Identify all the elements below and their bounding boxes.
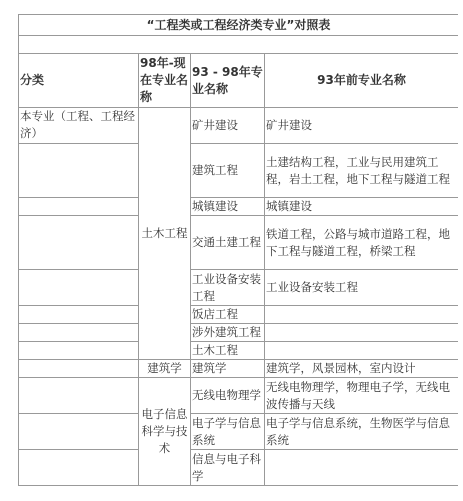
category-cell — [19, 198, 139, 216]
old-name: 矿井建设 — [265, 108, 459, 144]
table-container — [18, 14, 458, 501]
category-cell — [19, 324, 139, 342]
header-since98: 98年-现在专业名称 — [139, 54, 191, 108]
mid-name: 饭店工程 — [191, 306, 265, 324]
category-cell — [19, 306, 139, 324]
header-from93to98: 93 - 98年专业名称 — [191, 54, 265, 108]
mid-name: 信息与电子科学 — [191, 450, 265, 486]
mid-name: 建筑工程 — [191, 144, 265, 198]
table-title: “工程类或工程经济类专业”对照表 — [19, 15, 459, 36]
group-architecture: 建筑学 — [139, 360, 191, 378]
table-row — [19, 324, 459, 342]
header-row — [19, 54, 459, 108]
group-electronics: 电子信息科学与技术 — [139, 378, 191, 486]
mid-name: 土木工程 — [191, 342, 265, 360]
old-name: 建筑学，风景园林，室内设计 — [265, 360, 459, 378]
table-row — [19, 342, 459, 360]
category-cell — [19, 378, 139, 414]
category-cell — [19, 360, 139, 378]
old-name: 铁道工程，公路与城市道路工程，地下工程与隧道工程，桥梁工程 — [265, 216, 459, 270]
category-cell — [19, 216, 139, 270]
category-cell — [19, 342, 139, 360]
mid-name: 矿井建设 — [191, 108, 265, 144]
mid-name: 工业设备安装工程 — [191, 270, 265, 306]
old-name: 工业设备安装工程 — [265, 270, 459, 306]
old-name — [265, 342, 459, 360]
category-cell — [19, 414, 139, 450]
old-name — [265, 306, 459, 324]
mid-name: 无线电物理学 — [191, 378, 265, 414]
spacer-row — [19, 36, 459, 54]
category-cell — [19, 144, 139, 198]
category-this-major: 本专业（工程、工程经济） — [19, 108, 139, 144]
table-row — [19, 198, 459, 216]
comparison-table — [18, 14, 458, 486]
table-row — [19, 108, 459, 144]
mid-name: 建筑学 — [191, 360, 265, 378]
table-row — [19, 360, 459, 378]
mid-name: 电子学与信息系统 — [191, 414, 265, 450]
table-row — [19, 450, 459, 486]
group-civil: 土木工程 — [139, 108, 191, 360]
table-row — [19, 144, 459, 198]
table-row — [19, 378, 459, 414]
table-row — [19, 270, 459, 306]
mid-name: 城镇建设 — [191, 198, 265, 216]
title-row — [19, 15, 459, 36]
old-name: 电子学与信息系统，生物医学与信息系统 — [265, 414, 459, 450]
old-name: 城镇建设 — [265, 198, 459, 216]
header-before93: 93年前专业名称 — [265, 54, 459, 108]
mid-name: 涉外建筑工程 — [191, 324, 265, 342]
category-cell — [19, 270, 139, 306]
old-name — [265, 450, 459, 486]
old-name: 无线电物理学，物理电子学，无线电波传播与天线 — [265, 378, 459, 414]
old-name — [265, 324, 459, 342]
table-row — [19, 414, 459, 450]
old-name: 土建结构工程，工业与民用建筑工程，岩土工程，地下工程与隧道工程 — [265, 144, 459, 198]
table-row — [19, 306, 459, 324]
table-row — [19, 216, 459, 270]
header-category: 分类 — [19, 54, 139, 108]
mid-name: 交通土建工程 — [191, 216, 265, 270]
spacer-cell — [19, 36, 459, 54]
category-cell — [19, 450, 139, 486]
